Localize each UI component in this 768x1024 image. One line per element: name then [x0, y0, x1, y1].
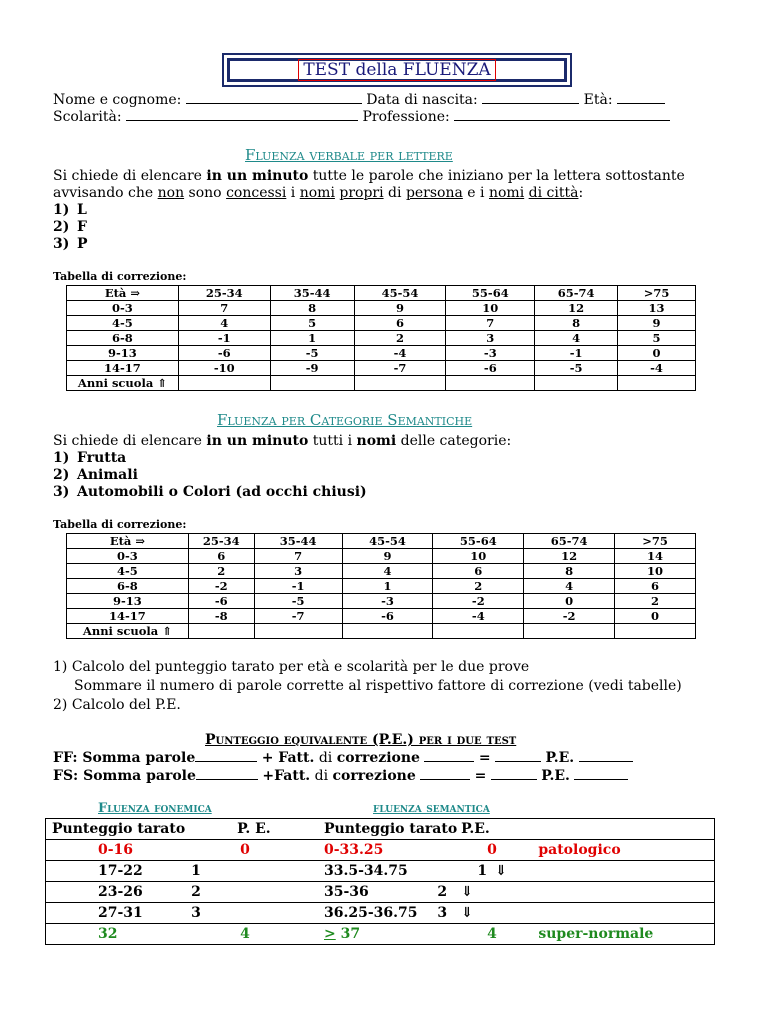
semantica-score-value: 36.25-36.75 [324, 905, 418, 921]
fonemica-pe: 0 [185, 840, 312, 861]
verbal-table-cell: -5 [535, 361, 618, 376]
ff-formula [53, 749, 633, 767]
ff-pe-label: P.E. [545, 750, 575, 766]
ff-somma-field[interactable] [195, 749, 257, 762]
fs-somma-field[interactable] [196, 767, 258, 780]
semantic-table-row-label: 9-13 [67, 594, 189, 609]
verbal-table-header-cell: 25-34 [178, 286, 270, 301]
classification-label: patologico [538, 842, 621, 858]
score-classification [518, 861, 714, 882]
semantica-pe-value: 2 [437, 884, 448, 900]
intro-text: di [383, 185, 406, 201]
underlined-word: nomi [299, 185, 335, 201]
score-header-row [46, 819, 715, 840]
verbal-table-cell: -1 [535, 346, 618, 361]
verbal-table-cell: -10 [178, 361, 270, 376]
verbal-table-cell: -9 [270, 361, 354, 376]
professione-label: Professione: [362, 109, 450, 125]
semantica-pe: 0 [457, 840, 518, 861]
verbal-intro-2 [53, 184, 583, 202]
semantic-table-cell: -6 [342, 609, 433, 624]
nome-label: Nome e cognome: [53, 92, 182, 108]
verbal-table-cell [178, 376, 270, 391]
semantic-category-item-number: 2) [53, 467, 70, 483]
semantic-table-cell: 8 [524, 564, 615, 579]
verbal-table-cell: -6 [178, 346, 270, 361]
verbal-table-row-label: 9-13 [67, 346, 179, 361]
verbal-table-cell: -5 [270, 346, 354, 361]
ff-correzione-field[interactable] [424, 749, 474, 762]
score-row [46, 903, 715, 924]
semantica-score [312, 861, 457, 882]
semantica-score-value: 33.5-34.75 [324, 863, 408, 879]
semantic-table-row [67, 594, 696, 609]
verbal-table-cell: 0 [618, 346, 696, 361]
semantic-table-cell: 4 [342, 564, 433, 579]
semantic-intro-bold: in un minuto [206, 433, 309, 449]
underlined-word: persona [405, 185, 463, 201]
title-inner-frame [227, 58, 567, 82]
verbal-table-header-cell: >75 [618, 286, 696, 301]
semantic-table-cell: 3 [254, 564, 342, 579]
verbal-intro-text: Si chiede di elencare [53, 168, 207, 184]
scolarita-field[interactable] [126, 108, 358, 121]
semantic-table-header-cell: 25-34 [188, 534, 254, 549]
verbal-letter-item [53, 218, 88, 235]
semantic-table-cell: 6 [188, 549, 254, 564]
nascita-label: Data di nascita: [366, 92, 478, 108]
semantica-pe [437, 882, 518, 903]
fonemica-pe: 3 [185, 903, 312, 924]
intro-text: i [286, 185, 300, 201]
ff-correzione-label: correzione [336, 750, 420, 766]
semantic-category-list [53, 449, 367, 500]
fonemica-pe: 1 [185, 861, 312, 882]
fs-pe-field[interactable] [574, 767, 628, 780]
semantic-table-header-cell: 55-64 [433, 534, 524, 549]
ff-di: di [318, 750, 333, 766]
semantic-table-row-label: 0-3 [67, 549, 189, 564]
ff-fatt-label: + Fatt. [261, 750, 315, 766]
semantic-table-cell: 0 [524, 594, 615, 609]
verbal-table-row [67, 346, 696, 361]
semantic-table-header-cell: 45-54 [342, 534, 433, 549]
semantic-table-header-cell: Età ⇒ [67, 534, 189, 549]
semantic-table-cell: 2 [433, 579, 524, 594]
semantic-table-cell: 14 [615, 549, 696, 564]
verbal-table-cell: -3 [446, 346, 535, 361]
verbal-table-cell: -1 [178, 331, 270, 346]
fonemica-score: 17-22 [46, 861, 186, 882]
semantic-table-cell: -5 [254, 594, 342, 609]
fonemica-score: 23-26 [46, 882, 186, 903]
fonemica-pe: 4 [185, 924, 312, 945]
semantic-table-cell: -1 [254, 579, 342, 594]
semantic-table-row [67, 564, 696, 579]
underlined-word: concessi [226, 185, 287, 201]
verbal-table-cell: 12 [535, 301, 618, 316]
semantica-score [312, 840, 457, 861]
verbal-letter-item-text: F [77, 219, 87, 235]
pe-section-title: Punteggio equivalente (P.E.) per i due test [205, 732, 517, 748]
semantic-table-cell: 10 [433, 549, 524, 564]
semantic-table-row-label: Anni scuola ⇑ [67, 624, 189, 639]
verbal-table-cell: 6 [354, 316, 446, 331]
semantica-pe [437, 903, 518, 924]
verbal-section-title: Fluenza verbale per lettere [245, 146, 453, 164]
verbal-table-cell: 7 [446, 316, 535, 331]
eta-label: Età: [583, 92, 613, 108]
form-row-1 [53, 91, 665, 109]
semantic-intro-text-3: delle categorie: [396, 433, 512, 449]
semantic-intro-text: Si chiede di elencare [53, 433, 207, 449]
semantic-table-cell: -8 [188, 609, 254, 624]
semantic-table-cell [342, 624, 433, 639]
semantic-table-cell: 2 [188, 564, 254, 579]
verbal-letter-item-number: 3) [53, 236, 70, 252]
fs-equals: = [474, 768, 487, 784]
semantic-table-caption: Tabella di correzione: [53, 518, 187, 531]
verbal-table-row [67, 316, 696, 331]
score-header-cell: Punteggio tarato [312, 819, 457, 840]
form-row-2 [53, 108, 670, 126]
down-arrow-icon: ⇓ [461, 905, 473, 921]
semantic-table-cell: 6 [615, 579, 696, 594]
verbal-table-cell: -6 [446, 361, 535, 376]
semantica-label: fluenza semantica [373, 801, 490, 816]
underlined-word: propri [339, 185, 384, 201]
fonemica-score: 27-31 [46, 903, 186, 924]
score-classification [518, 840, 714, 861]
semantic-table-cell [615, 624, 696, 639]
semantic-table-cell [524, 624, 615, 639]
semantic-category-item [53, 449, 367, 466]
calc-step-1-detail: Sommare il numero di parole corrette al rispettivo fattore di correzione (vedi tabelle) [74, 678, 682, 694]
semantica-pe-value: 1 [477, 863, 488, 879]
semantic-category-item [53, 466, 367, 483]
down-arrow-icon: ⇓ [461, 884, 473, 900]
verbal-table-cell: -4 [618, 361, 696, 376]
ff-label: FF: Somma parole [53, 750, 196, 766]
fs-correzione-field[interactable] [420, 767, 470, 780]
semantic-table-row-label: 4-5 [67, 564, 189, 579]
semantic-table-header-cell: 35-44 [254, 534, 342, 549]
verbal-table-cell: 13 [618, 301, 696, 316]
verbal-table-row-label: 14-17 [67, 361, 179, 376]
pe-score-table [45, 818, 715, 945]
verbal-table-cell: -4 [354, 346, 446, 361]
fonemica-label: Fluenza fonemica [98, 801, 212, 816]
score-row [46, 840, 715, 861]
score-row [46, 924, 715, 945]
calc-step-2: 2) Calcolo del P.E. [53, 697, 181, 713]
ff-result-field[interactable] [495, 749, 541, 762]
semantic-table-row [67, 609, 696, 624]
semantic-table-header-row [67, 534, 696, 549]
scolarita-label: Scolarità: [53, 109, 122, 125]
verbal-table-cell: 7 [178, 301, 270, 316]
down-arrow-icon: ⇓ [495, 863, 507, 879]
semantic-table-cell: 12 [524, 549, 615, 564]
fs-label: FS: Somma parole [53, 768, 196, 784]
semantica-pe: 4 [457, 924, 518, 945]
semantic-table-cell: -3 [342, 594, 433, 609]
semantic-table-row-label: 14-17 [67, 609, 189, 624]
semantic-table-cell [188, 624, 254, 639]
fonemica-score: 0-16 [46, 840, 186, 861]
score-row [46, 861, 715, 882]
verbal-table-header-cell: 65-74 [535, 286, 618, 301]
semantic-table-cell: 7 [254, 549, 342, 564]
semantica-score [312, 924, 457, 945]
page-title: TEST della FLUENZA [298, 59, 495, 81]
fs-di: di [314, 768, 329, 784]
verbal-table-cell [354, 376, 446, 391]
verbal-letter-item-text: L [77, 202, 87, 218]
fs-pe-label: P.E. [541, 768, 570, 784]
verbal-table-caption: Tabella di correzione: [53, 270, 187, 283]
semantic-table-cell: 6 [433, 564, 524, 579]
fonemica-score: 32 [46, 924, 186, 945]
verbal-letter-item [53, 235, 88, 252]
fonemica-pe: 2 [185, 882, 312, 903]
nascita-field[interactable] [482, 91, 579, 104]
underlined-word: non [157, 185, 185, 201]
score-header-cell [518, 819, 714, 840]
semantic-table-cell: -2 [524, 609, 615, 624]
verbal-table-cell: 8 [270, 301, 354, 316]
verbal-table-row [67, 331, 696, 346]
score-classification [518, 903, 714, 924]
score-row [46, 882, 715, 903]
nome-field[interactable] [186, 91, 362, 104]
verbal-table-cell: 5 [618, 331, 696, 346]
semantica-pe [457, 861, 518, 882]
score-header-cell: P.E. [457, 819, 518, 840]
semantica-score-value: 35-36 [324, 884, 369, 900]
semantic-table-cell: 9 [342, 549, 433, 564]
semantic-table-cell: -4 [433, 609, 524, 624]
fs-fatt-label: +Fatt. [262, 768, 311, 784]
verbal-table-header-cell: Età ⇒ [67, 286, 179, 301]
verbal-table-cell: 4 [178, 316, 270, 331]
intro-text: avvisando che [53, 185, 158, 201]
semantic-category-item-text: Automobili o Colori (ad occhi chiusi) [77, 484, 367, 500]
score-classification [518, 924, 714, 945]
verbal-table-cell: 10 [446, 301, 535, 316]
verbal-table-cell: -7 [354, 361, 446, 376]
semantic-table-cell: -2 [433, 594, 524, 609]
semantic-table-cell: 1 [342, 579, 433, 594]
semantic-table-header-cell: 65-74 [524, 534, 615, 549]
verbal-table-cell: 3 [446, 331, 535, 346]
verbal-table-header-cell: 35-44 [270, 286, 354, 301]
semantic-table-header-cell: >75 [615, 534, 696, 549]
verbal-table-cell [618, 376, 696, 391]
semantic-correction-table [66, 533, 696, 639]
semantic-table-cell: 2 [615, 594, 696, 609]
semantic-table-cell: 0 [615, 609, 696, 624]
title-box [222, 53, 572, 87]
greater-equal-sign: > [324, 926, 336, 942]
verbal-letter-item-number: 1) [53, 202, 70, 218]
ff-equals: = [478, 750, 491, 766]
semantic-table-row [67, 624, 696, 639]
verbal-letter-item [53, 201, 88, 218]
semantic-table-row-label: 6-8 [67, 579, 189, 594]
fs-result-field[interactable] [491, 767, 537, 780]
calc-step-1: 1) Calcolo del punteggio tarato per età e scolarità per le due prove [53, 659, 530, 675]
verbal-letter-item-number: 2) [53, 219, 70, 235]
score-classification [518, 882, 714, 903]
semantic-table-cell [433, 624, 524, 639]
intro-text: e i [462, 185, 489, 201]
classification-label: super-normale [538, 926, 654, 942]
verbal-table-row-label: Anni scuola ⇑ [67, 376, 179, 391]
verbal-table-cell: 5 [270, 316, 354, 331]
verbal-intro-1 [53, 167, 685, 185]
verbal-table-cell: 9 [618, 316, 696, 331]
verbal-intro-text-2: tutte le parole che iniziano per la lettera sottostante [308, 168, 685, 184]
verbal-table-cell: 8 [535, 316, 618, 331]
verbal-table-row [67, 376, 696, 391]
score-header-cell: P. E. [185, 819, 312, 840]
semantic-category-item [53, 483, 367, 500]
semantic-table-cell: -7 [254, 609, 342, 624]
semantic-table-cell: 4 [524, 579, 615, 594]
underlined-word: di città [528, 185, 579, 201]
verbal-letter-list [53, 201, 88, 252]
score-header-cell: Punteggio tarato [46, 819, 186, 840]
ff-pe-field[interactable] [579, 749, 633, 762]
verbal-table-row-label: 6-8 [67, 331, 179, 346]
verbal-table-cell: 2 [354, 331, 446, 346]
semantic-intro [53, 432, 511, 450]
semantic-intro-text-2: tutti i [308, 433, 357, 449]
underlined-word: nomi [488, 185, 525, 201]
semantic-category-item-text: Frutta [77, 450, 127, 466]
semantic-category-item-number: 3) [53, 484, 70, 500]
verbal-table-row [67, 301, 696, 316]
verbal-table-cell: 9 [354, 301, 446, 316]
verbal-table-row [67, 361, 696, 376]
verbal-intro-bold: in un minuto [206, 168, 309, 184]
intro-text: sono [184, 185, 227, 201]
semantic-category-item-number: 1) [53, 450, 70, 466]
semantic-table-row [67, 579, 696, 594]
semantic-table-cell: -2 [188, 579, 254, 594]
intro-text: : [578, 185, 584, 201]
semantica-score-value: 0-33.25 [324, 842, 384, 858]
professione-field[interactable] [454, 108, 670, 121]
verbal-table-cell [270, 376, 354, 391]
fs-correzione-label: correzione [332, 768, 416, 784]
semantic-category-item-text: Animali [77, 467, 138, 483]
semantic-table-cell: -6 [188, 594, 254, 609]
semantic-table-cell [254, 624, 342, 639]
verbal-table-row-label: 0-3 [67, 301, 179, 316]
verbal-table-cell [446, 376, 535, 391]
semantic-table-row [67, 549, 696, 564]
semantic-section-title: Fluenza per Categorie Semantiche [217, 411, 473, 429]
verbal-table-header-row [67, 286, 696, 301]
semantic-table-cell: 10 [615, 564, 696, 579]
verbal-table-cell: 4 [535, 331, 618, 346]
fs-formula [53, 767, 628, 785]
verbal-table-row-label: 4-5 [67, 316, 179, 331]
semantica-score-value: 37 [335, 926, 361, 942]
verbal-table-cell [535, 376, 618, 391]
verbal-table-header-cell: 45-54 [354, 286, 446, 301]
verbal-letter-item-text: P [77, 236, 88, 252]
semantic-intro-bold-2: nomi [356, 433, 397, 449]
verbal-correction-table [66, 285, 696, 391]
verbal-table-header-cell: 55-64 [446, 286, 535, 301]
semantica-pe-value: 3 [437, 905, 448, 921]
verbal-table-cell: 1 [270, 331, 354, 346]
eta-field[interactable] [617, 91, 665, 104]
